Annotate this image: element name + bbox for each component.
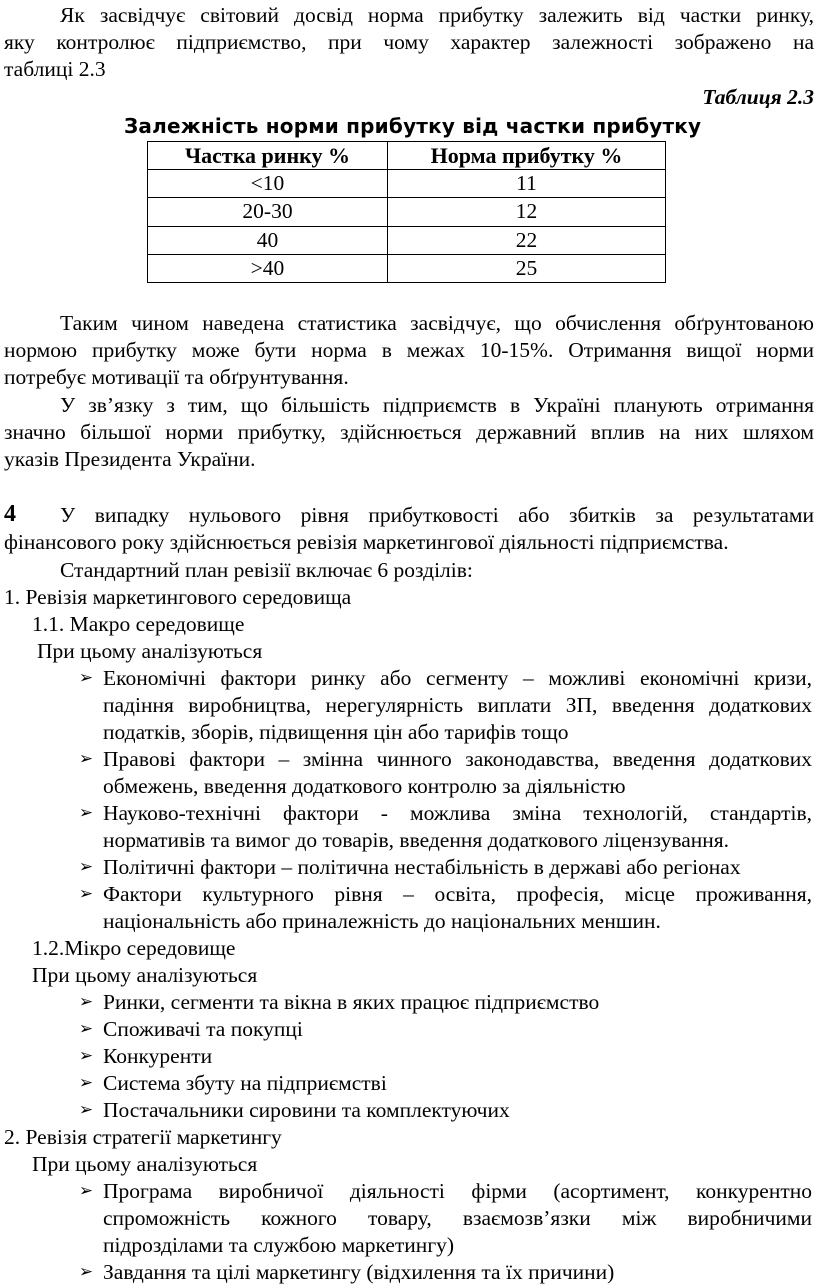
arrow-bullet-icon: ➢ xyxy=(78,1181,94,1201)
arrow-bullet-icon: ➢ xyxy=(78,803,94,823)
text-line: таблиці 2.3 xyxy=(4,57,106,82)
text-line: Постачальники сировини та комплектуючих xyxy=(103,1098,510,1122)
arrow-bullet-icon: ➢ xyxy=(78,668,94,688)
text-line: Таким чином наведена статистика засвідчує, що обчислення обґрунтованою xyxy=(60,311,814,335)
column-header: Частка ринку % xyxy=(148,142,388,170)
text-line: Ринки, сегменти та вікна в яких працює підприємство xyxy=(103,990,600,1014)
text-line: нормою прибутку може бути норма в межах 10-15%. Отримання вищої норми xyxy=(4,338,814,363)
arrow-bullet-icon: ➢ xyxy=(78,1262,94,1282)
table-cell: 25 xyxy=(388,254,666,282)
text-line: Споживачі та покупці xyxy=(103,1017,303,1041)
analyzed-label: При цьому аналізуються xyxy=(32,963,258,987)
statistics-paragraph xyxy=(4,310,814,392)
text-line: потребує мотивації та обґрунтування. xyxy=(4,365,349,390)
arrow-bullet-icon: ➢ xyxy=(78,857,94,877)
table-cell: 12 xyxy=(388,198,666,226)
arrow-bullet-icon: ➢ xyxy=(78,749,94,769)
text-line: Як засвідчує світовий досвід норма прибутку залежить від частки ринку, xyxy=(60,3,814,27)
text-line: Політичні фактори – політична нестабільність в державі або регіонах xyxy=(103,855,741,879)
outline-item-2: 2. Ревізія стратегії маркетингу xyxy=(4,1125,282,1149)
intro-paragraph xyxy=(4,2,814,84)
table-title: Залежність норми прибутку від частки прибутку xyxy=(124,114,702,138)
text-line: яку контролює підприємство, при чому характер залежності зображено на xyxy=(4,30,814,55)
table-cell: <10 xyxy=(148,170,388,198)
text-line: Програма виробничої діяльності фірми (асортимент, конкурентно xyxy=(103,1179,812,1203)
text-line: У випадку нульового рівня прибутковості або збитків за результатами xyxy=(60,503,814,527)
arrow-bullet-icon: ➢ xyxy=(78,1100,94,1120)
text-line: Завдання та цілі маркетингу (відхилення та їх причини) xyxy=(103,1260,615,1284)
table-header-row xyxy=(148,142,666,170)
text-line: податків, зборів, підвищення цін або тарифів тощо xyxy=(103,720,569,745)
table-cell: >40 xyxy=(148,254,388,282)
outline-item-1-1: 1.1. Макро середовище xyxy=(32,612,245,636)
text-line: Фактори культурного рівня – освіта, професія, місце проживання, xyxy=(103,882,812,906)
text-line: У зв’язку з тим, що більшість підприємств в Україні планують отримання xyxy=(60,393,814,417)
arrow-bullet-icon: ➢ xyxy=(78,884,94,904)
text-line: Науково-технічні фактори - можлива зміна технологій, стандартів, xyxy=(103,801,812,825)
table-row xyxy=(148,254,666,282)
analyzed-label: При цьому аналізуються xyxy=(32,1152,258,1176)
text-line: Конкуренти xyxy=(103,1044,213,1068)
table-cell: 11 xyxy=(388,170,666,198)
table-row xyxy=(148,170,666,198)
outline-item-1: 1. Ревізія маркетингового середовища xyxy=(4,585,352,609)
table-row xyxy=(148,226,666,254)
text-line: значно більшої норми прибутку, здійснюється державний вплив на них шляхом xyxy=(4,420,814,445)
text-line: обмежень, введення додаткового контролю за діяльністю xyxy=(103,774,626,799)
table-cell: 22 xyxy=(388,226,666,254)
arrow-bullet-icon: ➢ xyxy=(78,1019,94,1039)
text-line: падіння виробництва, нерегулярність виплати ЗП, введення додаткових xyxy=(103,693,812,718)
text-line: національність або приналежність до національних меншин. xyxy=(103,909,661,934)
table-row xyxy=(148,198,666,226)
text-line: указів Президента України. xyxy=(4,447,256,472)
plan-intro: Стандартний план ревізії включає 6 розділів: xyxy=(60,558,473,582)
table-caption: Таблиця 2.3 xyxy=(702,85,814,109)
table-cell: 20-30 xyxy=(148,198,388,226)
state-influence-paragraph xyxy=(4,392,814,474)
text-line: фінансового року здійснюється ревізія маркетингової діяльності підприємства. xyxy=(4,530,729,555)
market-share-table xyxy=(147,141,666,283)
arrow-bullet-icon: ➢ xyxy=(78,1073,94,1093)
arrow-bullet-icon: ➢ xyxy=(78,1046,94,1066)
text-line: Економічні фактори ринку або сегменту – можливі економічні кризи, xyxy=(103,666,812,690)
section-4-paragraph xyxy=(4,502,814,556)
analyzed-label: При цьому аналізуються xyxy=(37,639,263,663)
text-line: нормативів та вимог до товарів, введення додаткового ліцензування. xyxy=(103,828,730,853)
arrow-bullet-icon: ➢ xyxy=(78,992,94,1012)
section-number: 4 xyxy=(4,501,16,527)
text-line: спроможність кожного товару, взаємозв’язки між виробничими xyxy=(103,1206,812,1231)
outline-item-1-2: 1.2.Мікро середовище xyxy=(32,936,236,960)
column-header: Норма прибутку % xyxy=(388,142,666,170)
text-line: Система збуту на підприємстві xyxy=(103,1071,387,1095)
text-line: підрозділами та службою маркетингу) xyxy=(103,1233,455,1258)
text-line: Правові фактори – змінна чинного законодавства, введення додаткових xyxy=(103,747,812,771)
table-cell: 40 xyxy=(148,226,388,254)
